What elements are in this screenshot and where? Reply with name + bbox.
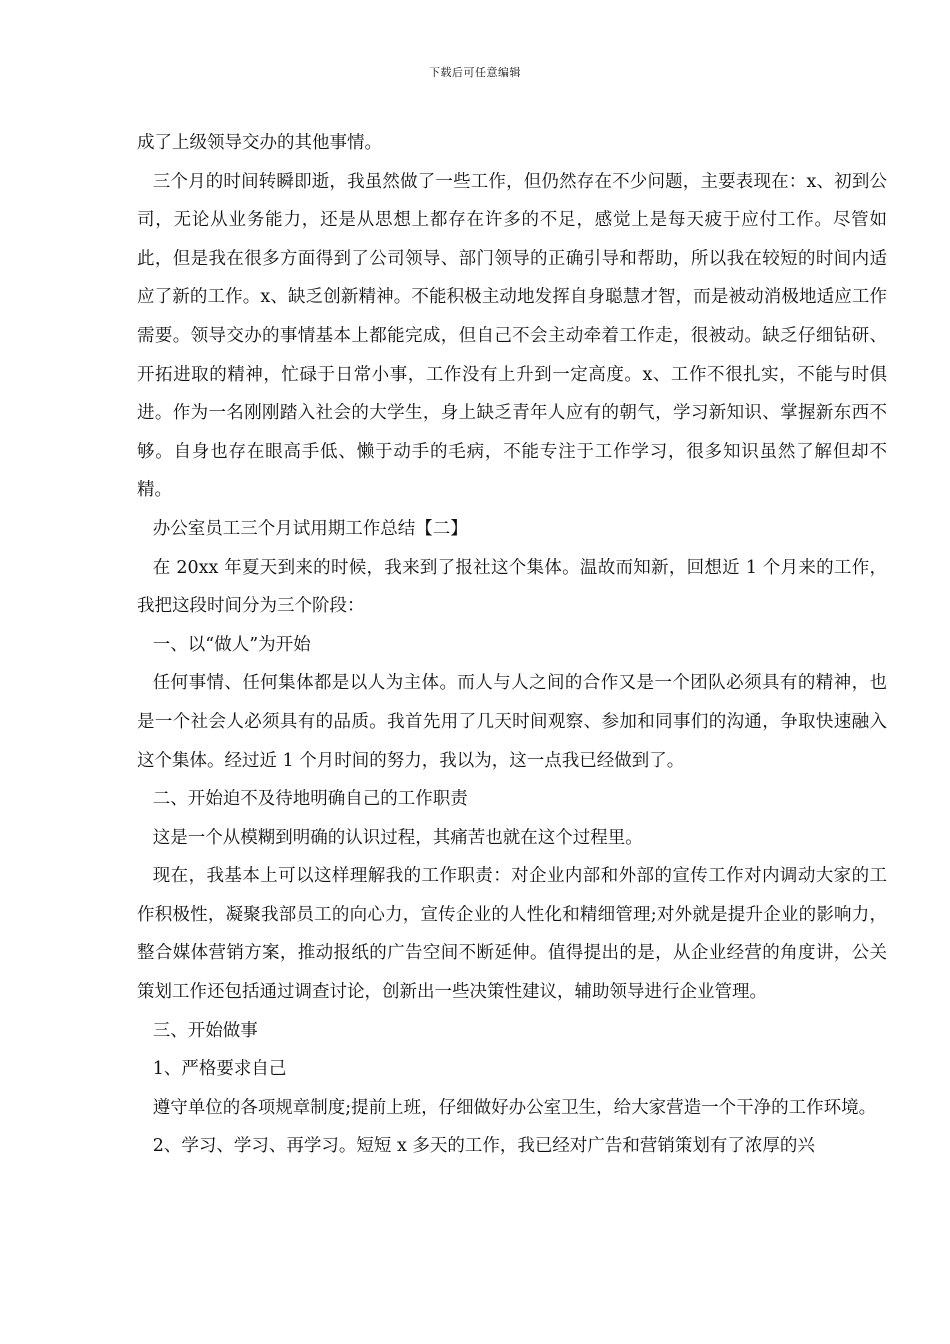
section-heading: 一、以“做人”为开始 [152,634,311,655]
page-header: 下载后可任意编辑 [429,66,521,79]
paragraph: 三个月的时间转瞬即逝，我虽然做了一些工作，但仍然存在不少问题，主要表现在：x、初到公司，无论从业务能力，还是从思想上都存在许多的不足，感觉上是每天疲于应付工作。尽管如此，但是我在很多方面得到了公司领导、部门领导的正确引导和帮助，所以我在较短的时间内适应了新的工作。x、缺乏创新精神。不能积极主动地发挥自身聪慧才智，而是被动消极地适应工作需要。领导交办的事情基本上都能完成，但自己不会主动牵着工作走，很被动。缺乏仔细钻研、开拓进取的精神，忙碌于日常小事，工作没有上升到一定高度。x、工作不很扎实，不能与时俱进。作为一名刚刚踏入社会的大学生，身上缺乏青年人应有的朝气，学习新知识、掌握新东西不够。自身也存在眼高手低、懒于动手的毛病，不能专注于工作学习，很多知识虽然了解但却不精。 [137,171,887,501]
paragraph: 这是一个从模糊到明确的认识过程，其痛苦也就在这个过程里。 [152,827,643,848]
document-body [137,124,887,1166]
subsection-heading: 1、严格要求自己 [152,1059,287,1080]
paragraph: 2、学习、学习、再学习。短短 x 多天的工作，我已经对广告和营销策划有了浓厚的兴 [152,1136,815,1157]
paragraph: 遵守单位的各项规章制度;提前上班，仔细做好办公室卫生，给大家营造一个干净的工作环境。 [152,1097,877,1118]
section-heading: 二、开始迫不及待地明确自己的工作职责 [152,789,468,810]
paragraph: 任何事情、任何集体都是以人为主体。而人与人之间的合作又是一个团队必须具有的精神，也是一个社会人必须具有的品质。我首先用了几天时间观察、参加和同事们的沟通，争取快速融入这个集体。经过近 1 个月时间的努力，我以为，这一点我已经做到了。 [137,673,887,771]
section-heading: 三、开始做事 [152,1020,258,1041]
paragraph: 成了上级领导交办的其他事情。 [137,133,382,153]
section-title: 办公室员工三个月试用期工作总结【二】 [152,518,468,539]
paragraph: 现在，我基本上可以这样理解我的工作职责：对企业内部和外部的宣传工作对内调动大家的工作积极性，凝聚我部员工的向心力，宣传企业的人性化和精细管理;对外就是提升企业的影响力，整合媒体营销方案，推动报纸的广告空间不断延伸。值得提出的是，从企业经营的角度讲，公关策划工作还包括通过调查讨论，创新出一些决策性建议，辅助领导进行企业管理。 [137,866,887,1003]
paragraph: 在 20xx 年夏天到来的时候，我来到了报社这个集体。温故而知新，回想近 1 个月来的工作，我把这段时间分为三个阶段： [137,557,887,617]
